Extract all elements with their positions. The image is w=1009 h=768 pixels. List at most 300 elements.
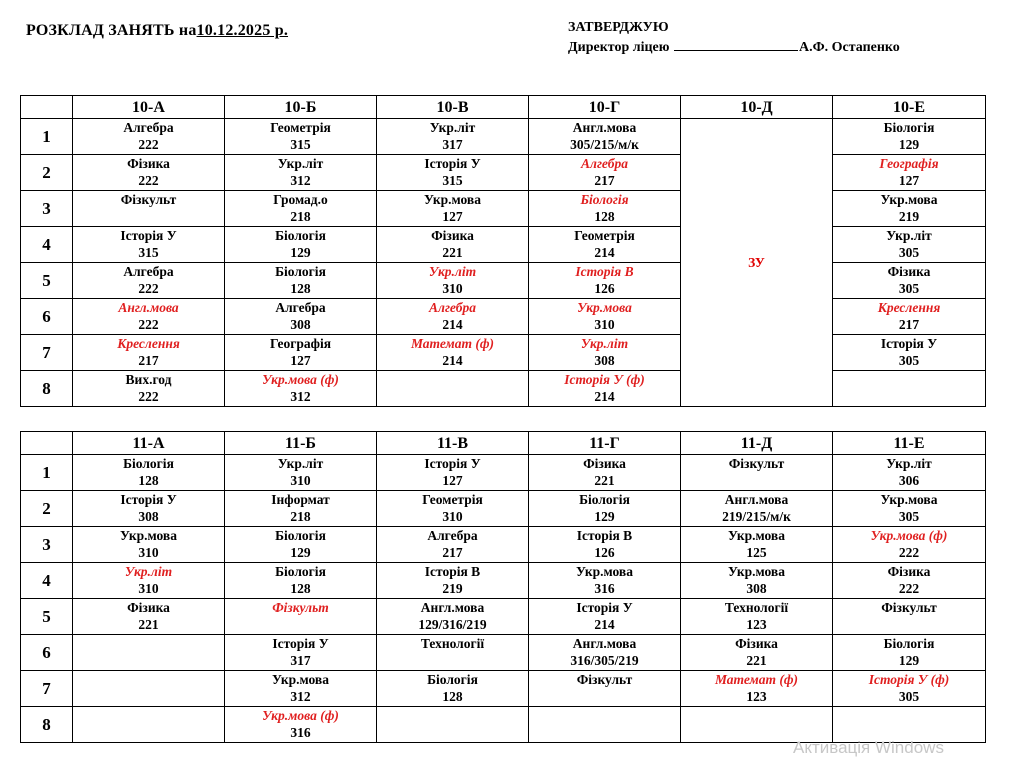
schedule-cell (681, 563, 833, 599)
schedule-cell (377, 227, 529, 263)
schedule-cell (377, 455, 529, 491)
schedule-cell (73, 671, 225, 707)
room-number: 315 (290, 137, 311, 152)
schedule-cell (529, 191, 681, 227)
class-header: 11-Г (529, 432, 681, 455)
subject-name: Алгебра (123, 264, 174, 279)
room-number: 222 (138, 173, 159, 188)
subject-name: Фізкульт (120, 192, 177, 207)
room-number: 221 (746, 653, 767, 668)
room-number: 308 (138, 509, 159, 524)
subject-name: Укр.мова (272, 672, 329, 687)
room-number: 214 (594, 389, 615, 404)
schedule-cell (681, 599, 833, 635)
subject-name: Фізика (887, 564, 931, 579)
class-header: 10-Д (681, 96, 833, 119)
schedule-cell (377, 371, 529, 407)
room-number: 221 (138, 617, 159, 632)
lesson-row (21, 455, 986, 491)
schedule-cell (529, 263, 681, 299)
lesson-number: 2 (21, 155, 73, 191)
room-number: 222 (138, 317, 159, 332)
class-header: 11-Е (833, 432, 986, 455)
subject-name: Фізкульт (576, 672, 633, 687)
subject-name: Укр.мова (728, 528, 785, 543)
room-number: 305 (898, 509, 920, 524)
lesson-number: 1 (21, 455, 73, 491)
subject-name: Біологія (427, 672, 478, 687)
room-number: 316/305/219 (570, 653, 639, 668)
room-number: 306 (898, 473, 920, 488)
schedule-cell (73, 491, 225, 527)
lesson-number: 5 (21, 263, 73, 299)
schedule-cell (529, 299, 681, 335)
room-number: 129 (290, 245, 311, 260)
room-number: 129 (898, 137, 920, 152)
subject-name: Англ.мова (420, 600, 485, 615)
approve-title: ЗАТВЕРДЖУЮ (568, 20, 669, 35)
subject-name: Геометрія (574, 228, 635, 243)
schedule-cell (833, 455, 986, 491)
subject-name: Укр.мова (880, 192, 938, 207)
room-number: 129/316/219 (418, 617, 487, 632)
subject-name: Історія У (576, 600, 633, 615)
class-header: 10-Е (833, 96, 986, 119)
class-header: 10-Г (529, 96, 681, 119)
grade-11-body (21, 455, 986, 743)
room-number: 312 (290, 689, 311, 704)
lesson-row (21, 119, 986, 155)
schedule-cell (377, 599, 529, 635)
schedule-cell (681, 455, 833, 491)
schedule-cell (377, 707, 529, 743)
schedule-cell (529, 227, 681, 263)
schedule-cell (833, 563, 986, 599)
class-header: 11-В (377, 432, 529, 455)
subject-name: Укр.літ (124, 564, 173, 579)
schedule-cell (529, 707, 681, 743)
room-number: 222 (898, 581, 920, 596)
room-number: 222 (138, 281, 159, 296)
schedule-cell (73, 155, 225, 191)
schedule-cell (225, 455, 377, 491)
subject-name: Історія В (424, 564, 481, 579)
lesson-number: 1 (21, 119, 73, 155)
room-number: 305 (898, 245, 920, 260)
lesson-number: 8 (21, 371, 73, 407)
subject-name: Укр.мова (880, 492, 938, 507)
schedule-cell (377, 527, 529, 563)
subject-name: Математ (ф) (714, 672, 799, 687)
schedule-cell (225, 263, 377, 299)
subject-name: Англ.мова (724, 492, 789, 507)
subject-name: Фізика (431, 228, 474, 243)
grade-11-header-row (21, 432, 986, 455)
subject-name: Англ.мова (572, 636, 637, 651)
room-number: 126 (594, 545, 615, 560)
schedule-cell (529, 671, 681, 707)
room-number: 316 (290, 725, 311, 740)
subject-name: Алгебра (429, 300, 476, 315)
schedule-cell (529, 119, 681, 155)
schedule-cell (225, 227, 377, 263)
schedule-cell (225, 335, 377, 371)
lesson-number: 4 (21, 563, 73, 599)
subject-name: Історія У (120, 228, 177, 243)
subject-name: Англ.мова (118, 300, 179, 315)
schedule-date: 10.12.2025 р. (196, 22, 289, 39)
subject-name: Укр.літ (277, 456, 324, 471)
subject-name: Фізика (583, 456, 626, 471)
subject-name: Укр.мова (ф) (870, 528, 948, 543)
schedule-cell (225, 635, 377, 671)
lesson-number: 4 (21, 227, 73, 263)
lesson-number: 3 (21, 527, 73, 563)
room-number: 127 (898, 173, 920, 188)
subject-name: Географія (879, 156, 939, 171)
schedule-cell (529, 371, 681, 407)
schedule-cell (833, 491, 986, 527)
schedule-title (26, 22, 288, 40)
room-number: 128 (290, 581, 311, 596)
subject-name: Технології (724, 600, 789, 615)
room-number: 310 (138, 545, 159, 560)
subject-name: Громад.о (273, 192, 328, 207)
room-number: 222 (898, 545, 920, 560)
subject-name: Біологія (883, 636, 935, 651)
subject-name: Біологія (580, 192, 629, 207)
schedule-cell (529, 155, 681, 191)
schedule-cell (681, 671, 833, 707)
subject-name: Історія У (424, 156, 481, 171)
lesson-row (21, 563, 986, 599)
room-number: 214 (442, 353, 463, 368)
room-number: 310 (290, 473, 311, 488)
room-number: 214 (442, 317, 463, 332)
subject-name: Алгебра (581, 156, 628, 171)
subject-name: Укр.літ (580, 336, 629, 351)
lesson-row (21, 371, 986, 407)
subject-name: Історія В (576, 528, 633, 543)
room-number: 217 (594, 173, 615, 188)
schedule-cell (225, 527, 377, 563)
schedule-cell (529, 491, 681, 527)
schedule-cell (73, 335, 225, 371)
room-number: 129 (290, 545, 311, 560)
schedule-cell (225, 707, 377, 743)
room-number: 214 (594, 617, 615, 632)
subject-name: Укр.мова (577, 300, 632, 315)
schedule-cell (833, 227, 986, 263)
room-number: 310 (442, 281, 463, 296)
room-number: 217 (898, 317, 920, 332)
room-number: 219 (442, 581, 463, 596)
subject-name: Укр.мова (728, 564, 785, 579)
room-number: 128 (138, 473, 159, 488)
lesson-number: 3 (21, 191, 73, 227)
lesson-number: 7 (21, 671, 73, 707)
subject-name: Укр.літ (886, 456, 932, 471)
grade-11-schedule-table (20, 431, 986, 743)
schedule-cell (833, 155, 986, 191)
subject-name: Історія У (424, 456, 481, 471)
lesson-row (21, 671, 986, 707)
room-number: 221 (442, 245, 463, 260)
room-number: 305 (898, 689, 920, 704)
lesson-row (21, 527, 986, 563)
approve-role: Директор ліцею (568, 40, 670, 55)
schedule-cell (377, 491, 529, 527)
class-header: 11-Д (681, 432, 833, 455)
schedule-cell (529, 335, 681, 371)
schedule-cell (377, 335, 529, 371)
room-number: 308 (594, 353, 615, 368)
subject-name: Укр.мова (576, 564, 633, 579)
lesson-row (21, 227, 986, 263)
subject-name: Геометрія (270, 120, 331, 135)
class-header: 10-В (377, 96, 529, 119)
schedule-cell (225, 671, 377, 707)
subject-name: Біологія (579, 492, 630, 507)
room-number: 129 (594, 509, 615, 524)
room-number: 128 (442, 689, 463, 704)
lesson-row (21, 635, 986, 671)
room-number: 308 (746, 581, 767, 596)
room-number: 312 (290, 173, 311, 188)
room-number: 315 (442, 173, 463, 188)
grade-10-schedule-table (20, 95, 986, 407)
class-header: 10-А (73, 96, 225, 119)
subject-name: Технології (420, 636, 485, 651)
lesson-row (21, 299, 986, 335)
schedule-cell (833, 299, 986, 335)
schedule-cell (73, 263, 225, 299)
schedule-cell (529, 455, 681, 491)
lesson-number: 6 (21, 635, 73, 671)
approval-block (568, 18, 900, 58)
subject-name: Географія (269, 336, 332, 351)
schedule-cell (833, 191, 986, 227)
schedule-cell (377, 119, 529, 155)
room-number: 214 (594, 245, 615, 260)
subject-name: Інформат (271, 492, 330, 507)
subject-name: Біологія (275, 564, 326, 579)
schedule-cell (681, 527, 833, 563)
subject-name: Укр.мова (120, 528, 177, 543)
schedule-cell (73, 707, 225, 743)
schedule-cell (225, 491, 377, 527)
room-number: 222 (138, 389, 159, 404)
subject-name: Фізика (735, 636, 778, 651)
schedule-cell (225, 563, 377, 599)
signature-line (674, 38, 798, 51)
subject-name: Історія В (575, 264, 634, 279)
lesson-row (21, 155, 986, 191)
lesson-number: 2 (21, 491, 73, 527)
subject-name: Вих.год (125, 372, 172, 387)
room-number: 305 (898, 353, 920, 368)
room-number: 128 (594, 209, 615, 224)
class-header: 11-Б (225, 432, 377, 455)
room-number: 222 (138, 137, 159, 152)
subject-name: Фізкульт (728, 456, 785, 471)
grade-10-body (21, 119, 986, 407)
room-number: 305 (898, 281, 920, 296)
subject-name: Історія У (ф) (868, 672, 950, 687)
room-number: 310 (594, 317, 615, 332)
schedule-cell (529, 563, 681, 599)
room-number: 217 (138, 353, 159, 368)
subject-name: Укр.літ (428, 264, 477, 279)
title-prefix: РОЗКЛАД ЗАНЯТЬ на (26, 22, 197, 39)
room-number: 123 (746, 617, 767, 632)
schedule-cell (833, 371, 986, 407)
room-number: 312 (290, 389, 311, 404)
subject-name: Фізика (887, 264, 931, 279)
schedule-cell (833, 335, 986, 371)
schedule-cell (225, 371, 377, 407)
schedule-cell (225, 599, 377, 635)
schedule-cell (833, 527, 986, 563)
grade-10-header-row (21, 96, 986, 119)
subject-name: Геометрія (422, 492, 483, 507)
schedule-cell (529, 635, 681, 671)
lesson-row (21, 599, 986, 635)
schedule-cell (225, 119, 377, 155)
lesson-number-header (21, 96, 73, 119)
lesson-row (21, 491, 986, 527)
schedule-cell (377, 563, 529, 599)
room-number: 126 (594, 281, 615, 296)
subject-name: Фізика (127, 600, 170, 615)
schedule-cell (377, 191, 529, 227)
subject-name: Укр.мова (ф) (262, 372, 339, 387)
room-number: 127 (442, 473, 463, 488)
schedule-cell (681, 491, 833, 527)
schedule-cell (377, 263, 529, 299)
subject-name: Укр.мова (424, 192, 481, 207)
subject-name: Біологія (275, 264, 326, 279)
lesson-row (21, 263, 986, 299)
subject-name: Біологія (275, 528, 326, 543)
schedule-cell (73, 527, 225, 563)
schedule-cell (73, 599, 225, 635)
subject-name: Укр.літ (886, 228, 932, 243)
schedule-cell (73, 299, 225, 335)
room-number: 123 (746, 689, 767, 704)
room-number: 221 (594, 473, 615, 488)
lesson-number-header (21, 432, 73, 455)
subject-name: Алгебра (275, 300, 326, 315)
class-header: 11-А (73, 432, 225, 455)
lesson-number: 6 (21, 299, 73, 335)
schedule-cell (833, 263, 986, 299)
room-number: 127 (442, 209, 463, 224)
subject-name: Історія У (120, 492, 177, 507)
schedule-cell (833, 671, 986, 707)
schedule-cell (377, 299, 529, 335)
approve-signature-line (568, 38, 900, 58)
windows-activation-watermark: Активація Windows (793, 738, 944, 757)
subject-name: Історія У (880, 336, 938, 351)
approve-name: А.Ф. Остапенко (798, 40, 900, 55)
subject-name: Фізкульт (272, 600, 329, 615)
lesson-number: 5 (21, 599, 73, 635)
subject-name: Алгебра (427, 528, 478, 543)
room-number: 218 (290, 509, 311, 524)
room-number: 129 (898, 653, 920, 668)
room-number: 217 (442, 545, 463, 560)
room-number: 316 (594, 581, 615, 596)
schedule-cell (225, 299, 377, 335)
lesson-number: 7 (21, 335, 73, 371)
subject-name: Креслення (877, 300, 941, 315)
room-number: 219/215/м/к (722, 509, 791, 524)
subject-name: Укр.літ (429, 120, 476, 135)
schedule-cell (225, 155, 377, 191)
subject-name: Креслення (117, 336, 180, 351)
schedule-cell (73, 119, 225, 155)
schedule-cell (73, 455, 225, 491)
subject-name: Історія У (ф) (564, 372, 645, 387)
schedule-cell (681, 635, 833, 671)
lesson-row (21, 191, 986, 227)
schedule-cell (225, 191, 377, 227)
subject-name: Біологія (275, 228, 326, 243)
schedule-cell (833, 599, 986, 635)
lesson-number: 8 (21, 707, 73, 743)
room-number: 308 (290, 317, 311, 332)
schedule-cell (377, 671, 529, 707)
schedule-cell (529, 527, 681, 563)
subject-name: Історія У (272, 636, 329, 651)
schedule-cell (73, 191, 225, 227)
schedule-cell (73, 371, 225, 407)
room-number: 310 (138, 581, 159, 596)
schedule-cell (377, 155, 529, 191)
room-number: 218 (290, 209, 311, 224)
room-number: 315 (138, 245, 159, 260)
room-number: 125 (746, 545, 767, 560)
room-number: 317 (290, 653, 311, 668)
schedule-cell (377, 635, 529, 671)
room-number: 305/215/м/к (570, 137, 639, 152)
merged-zu-cell: ЗУ (681, 119, 833, 407)
subject-name: Англ.мова (572, 120, 637, 135)
schedule-cell (73, 227, 225, 263)
room-number: 128 (290, 281, 311, 296)
subject-name: Фізкульт (881, 600, 937, 615)
schedule-cell (833, 119, 986, 155)
schedule-cell (529, 599, 681, 635)
subject-name: Алгебра (123, 120, 174, 135)
schedule-cell (73, 635, 225, 671)
room-number: 310 (442, 509, 463, 524)
subject-name: Укр.мова (ф) (262, 708, 339, 723)
subject-name: Біологія (123, 456, 174, 471)
room-number: 127 (290, 353, 311, 368)
schedule-cell (833, 635, 986, 671)
lesson-row (21, 335, 986, 371)
subject-name: Укр.літ (277, 156, 324, 171)
subject-name: Біологія (883, 120, 935, 135)
subject-name: Фізика (127, 156, 170, 171)
room-number: 317 (442, 137, 463, 152)
room-number: 219 (898, 209, 920, 224)
class-header: 10-Б (225, 96, 377, 119)
subject-name: Математ (ф) (410, 336, 495, 351)
schedule-cell (73, 563, 225, 599)
